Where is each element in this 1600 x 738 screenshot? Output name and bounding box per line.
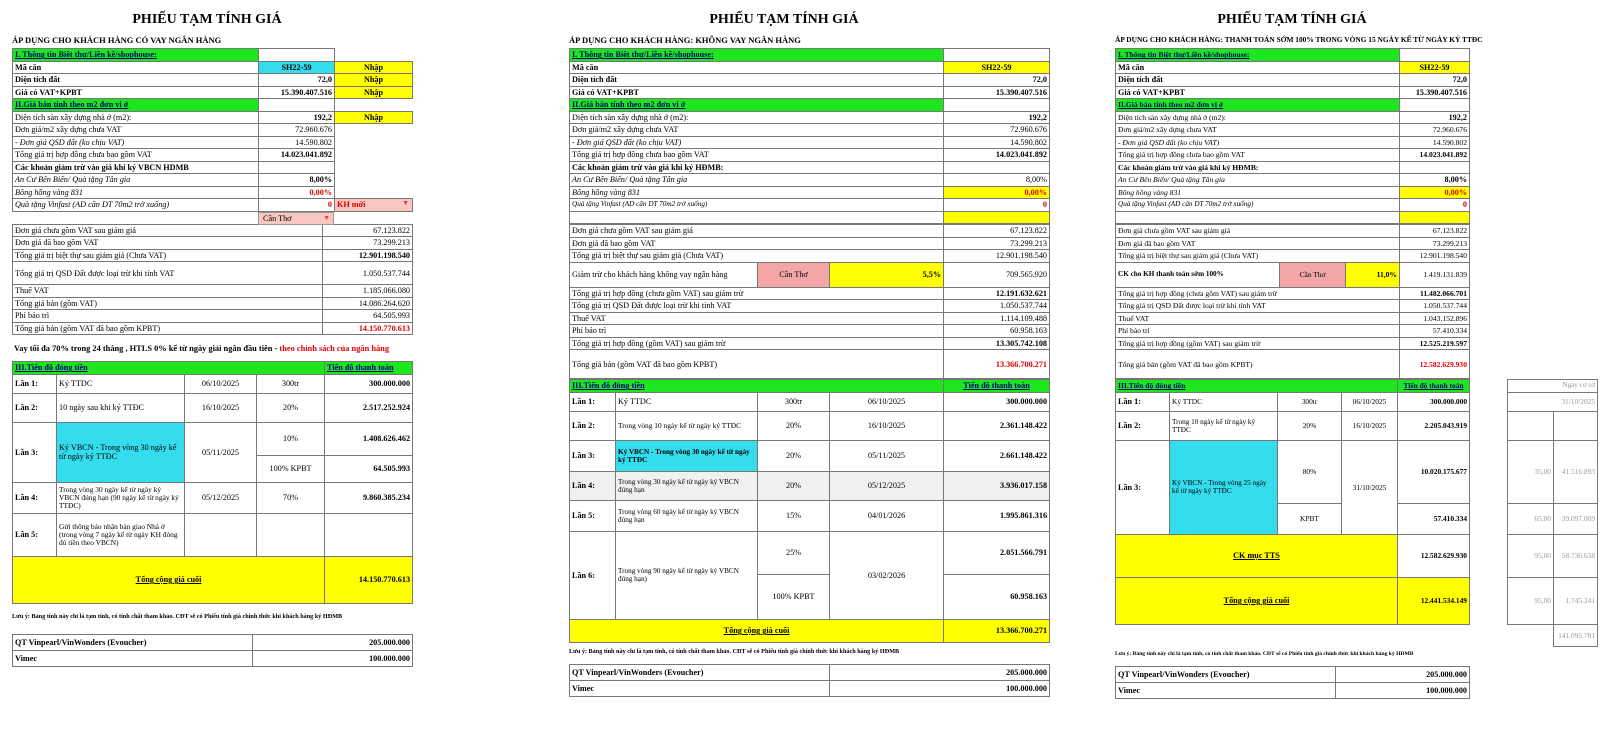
extra-value: 100.000.000 — [830, 680, 1050, 696]
lan-label: Lần 2: — [570, 411, 616, 440]
lan-amount: 300.000.000 — [944, 392, 1050, 411]
kh-moi-dropdown[interactable] — [335, 199, 413, 212]
lan-date: 05/12/2025 — [185, 482, 257, 513]
section-1-header: I. Thông tin Biệt thự/Liền kề/shophouse: — [1116, 49, 1400, 62]
row-label: An Cư Bên Biển/ Quà tặng Tân gia — [13, 174, 259, 187]
extra-label: Vimec — [1116, 683, 1336, 699]
row-value: 8,00% — [1400, 174, 1470, 187]
discount-location[interactable]: Cần Thơ — [758, 262, 830, 287]
days-value: 41.516.893 — [1554, 440, 1598, 503]
ck-muc-value: 12.582.629.930 — [1398, 534, 1470, 577]
row-label: Đơn giá/m2 xây dựng chưa VAT — [1116, 124, 1400, 137]
lan-label: Lần 3: — [570, 440, 616, 471]
lan-date: 16/10/2025 — [185, 393, 257, 422]
section-2-header: II.Giá bán tính theo m2 đơn vị ở — [13, 99, 259, 112]
row-value: 67.123.822 — [1400, 225, 1470, 238]
row-label: Phí bảo trì — [13, 310, 323, 323]
ck-muc-text: CK mục TTS — [1233, 551, 1280, 560]
section-3-header: III.Tiến độ đóng tiền — [1116, 380, 1398, 393]
gia-label: Giá có VAT+KPBT — [13, 86, 259, 99]
lan-pct: 300tr — [257, 374, 325, 393]
row-label: Tổng giá trị hợp đồng (chưa gồm VAT) sau giảm trừ — [1116, 287, 1400, 300]
row-value: 64.505.993 — [323, 310, 413, 323]
sheet-subtitle: ÁP DỤNG CHO KHÁCH HÀNG: THANH TOÁN SỚM 100% TRONG VÒNG 15 NGÀY KỂ TỪ NGÀY KÝ TTĐC — [1115, 35, 1483, 44]
location-dropdown[interactable] — [258, 212, 334, 225]
row-label: Quà tặng Vinfast (AD căn DT 70m2 trở xuống) — [13, 199, 259, 212]
info-table — [12, 48, 413, 212]
row-value: 73.299.213 — [944, 237, 1050, 250]
price-table — [12, 224, 413, 336]
row-label: Tổng giá trị hợp đồng (gồm VAT) sau giảm trừ — [1116, 337, 1400, 350]
row-value: 12.901.198.540 — [1400, 250, 1470, 263]
chevron-down-icon: ▼ — [323, 213, 330, 222]
row-label: Thuế VAT — [1116, 312, 1400, 325]
row-label: Đơn giá chưa gồm VAT sau giảm giá — [570, 225, 944, 238]
lan-amount: 2.517.252.924 — [325, 393, 413, 422]
row-value: 73.299.213 — [1400, 237, 1470, 250]
row-label: Tổng giá trị hợp đồng chưa bao gồm VAT — [1116, 149, 1400, 162]
section-2-header: II.Giá bán tính theo m2 đơn vị ở — [1116, 99, 1400, 112]
extra-label: Vimec — [13, 650, 253, 666]
lan-desc: Trong vòng 90 ngày kể từ ngày ký VBCN đúng hạn) — [616, 531, 758, 619]
ma-can-label: Mã căn — [1116, 61, 1400, 74]
row-label: Diện tích sàn xây dựng nhà ở (m2): — [13, 111, 259, 124]
extra-label: QT Vinpearl/VinWonders (Evoucher) — [13, 634, 253, 650]
row-label: Các khoản giảm trừ vào giá khi ký HĐMB: — [1116, 161, 1400, 174]
lan-pct: 300tr — [1278, 392, 1342, 411]
discount-label: CK cho KH thanh toán sớm 100% — [1116, 262, 1280, 287]
total-value: 12.441.534.149 — [1398, 577, 1470, 624]
dien-tich-label: Diện tích đất — [1116, 74, 1400, 87]
discount-value: 709.565.920 — [944, 262, 1050, 287]
row-label: Thuế VAT — [13, 285, 323, 298]
lan-amount: 2.051.566.791 — [944, 531, 1050, 574]
row-label: Phí bảo trì — [570, 325, 944, 338]
lan-pct: 100% KPBT — [257, 455, 325, 482]
row-label: Bông hồng vàng 831 — [13, 186, 259, 199]
row-value: 72.960.676 — [944, 124, 1050, 137]
lan-pct: 20% — [758, 471, 830, 500]
lan-desc: Ký VBCN - Trong vòng 25 ngày kể từ ngày ký TTĐC — [1170, 440, 1278, 534]
total-label-text: Tổng cộng giá cuối — [135, 575, 202, 584]
row-value: 1.050.537.744 — [1400, 300, 1470, 313]
lan-desc: Trong 10 ngày kể từ ngày ký TTĐC — [1170, 411, 1278, 440]
nhap-button[interactable]: Nhập — [335, 61, 413, 74]
row-label: Quà tặng Vinfast (AD căn DT 70m2 trở xuống) — [570, 199, 944, 212]
row-value: 14.023.041.892 — [259, 149, 335, 162]
row-value: 14.023.041.892 — [944, 149, 1050, 162]
extras-table — [1115, 666, 1470, 699]
lan-date: 04/01/2026 — [830, 500, 944, 531]
row-value: 72.960.676 — [1400, 124, 1470, 137]
extra-value: 100.000.000 — [1336, 683, 1470, 699]
lan-pct: 10% — [257, 422, 325, 455]
row-value: 1.185.066.080 — [323, 285, 413, 298]
row-value: 14.590.802 — [259, 136, 335, 149]
base-date-header: Ngày cơ sở — [1508, 380, 1598, 393]
lan-label: Lần 1: — [13, 374, 57, 393]
lan-pct: 20% — [257, 393, 325, 422]
total-label — [13, 556, 325, 603]
lan-desc: Trong vòng 30 ngày kể từ ngày ký VBCN đúng hạn (90 ngày kể từ ngày ký TTĐC) — [57, 482, 185, 513]
row-value[interactable]: 0,00% — [259, 186, 335, 199]
lan-desc: Trong vòng 30 ngày kể từ ngày ký VBCN đúng hạn — [616, 471, 758, 500]
row-value[interactable]: 192,2 — [259, 111, 335, 124]
row-value: 1.114.109.488 — [944, 312, 1050, 325]
days-value: 39.097.009 — [1554, 503, 1598, 534]
section-2-header: II.Giá bán tính theo m2 đơn vị ở — [570, 99, 944, 112]
row-label: Đơn giá/m2 xây dựng chưa VAT — [570, 124, 944, 137]
row-label: Đơn giá đã bao gồm VAT — [13, 237, 323, 250]
row-label: Diện tích sàn xây dựng nhà ở (m2): — [570, 111, 944, 124]
row-label: An Cư Bên Biển/ Quà tặng Tân gia — [1116, 174, 1400, 187]
note: Lưu ý: Bảng tính này chỉ là tạm tính, có tính chất tham khảo. CĐT sẽ có Phiếu tính giá chính thức khi khách hàng ký HĐMB — [12, 612, 343, 620]
row-label: Tổng giá trị biệt thự sau giảm giá (Chưa VAT) — [1116, 250, 1400, 263]
section-3-header: III.Tiến độ đóng tiền — [570, 380, 944, 393]
lan-desc: Ký TTDC — [1170, 392, 1278, 411]
schedule-header: Tiến độ thanh toán — [325, 362, 413, 375]
nhap-button[interactable]: Nhập — [335, 74, 413, 87]
lan-amount: 2.361.148.422 — [944, 411, 1050, 440]
section-1-header: I. Thông tin Biệt thự/Liền kề/shophouse: — [13, 49, 259, 62]
row-value: 192,2 — [944, 111, 1050, 124]
lan-label: Lần 1: — [1116, 392, 1170, 411]
lan-date: 05/11/2025 — [830, 440, 944, 471]
row-value: 12.191.632.621 — [944, 287, 1050, 300]
dien-tich-label: Diện tích đất — [13, 74, 259, 87]
row-label: Đơn giá đã bao gồm VAT — [570, 237, 944, 250]
loan-policy: theo chính sách của ngân hàng — [279, 343, 390, 353]
chevron-down-icon: ▼ — [402, 199, 409, 207]
lan-pct: 300tr — [758, 392, 830, 411]
lan-date: 16/10/2025 — [830, 411, 944, 440]
schedule-table — [1115, 379, 1598, 647]
row-value[interactable]: 0,00% — [944, 186, 1050, 199]
row-label: Thuế VAT — [570, 312, 944, 325]
row-value: 73.299.213 — [323, 237, 413, 250]
lan-pct: 80% — [1278, 440, 1342, 503]
extra-label: QT Vinpearl/VinWonders (Evoucher) — [570, 664, 830, 680]
gia-value: 15.390.407.516 — [944, 86, 1050, 99]
row-value[interactable]: 0 — [259, 199, 335, 212]
row-value: 12.901.198.540 — [323, 249, 413, 262]
sheet-bank-loan — [12, 0, 412, 667]
row-label: Tổng giá trị QSD Đất được loại trừ khi tính VAT — [570, 300, 944, 313]
location-label: Cần Thơ — [263, 213, 292, 223]
sheet-early-payment — [1115, 0, 1597, 699]
row-value: 14.023.041.892 — [1400, 149, 1470, 162]
discount-value: 1.419.131.839 — [1400, 262, 1470, 287]
row-value: 72.960.676 — [259, 124, 335, 137]
lan-date: 06/10/2025 — [830, 392, 944, 411]
total-value: 14.150.770.613 — [325, 556, 413, 603]
total-label-text: Tổng cộng giá cuối — [1223, 596, 1290, 605]
lan-label: Lần 2: — [1116, 411, 1170, 440]
gia-value[interactable]: 15.390.407.516 — [259, 86, 335, 99]
section-3-header: III.Tiến độ đóng tiền — [13, 362, 325, 375]
row-label: Tổng giá trị hợp đồng chưa bao gồm VAT — [13, 149, 259, 162]
row-value: 57.410.334 — [1400, 325, 1470, 338]
row-value: 13.366.700.271 — [944, 350, 1050, 379]
price-table — [1115, 224, 1470, 379]
lan-desc: Ký TTDC — [616, 392, 758, 411]
lan-amount: 9.860.385.234 — [325, 482, 413, 513]
dien-tich-label: Diện tích đất — [570, 74, 944, 87]
row-label: Các khoản giảm trừ vào giá khi ký VBCN HDMB — [13, 161, 259, 174]
kh-moi-label: KH mới — [337, 200, 366, 210]
lan-label: Lần 3: — [1116, 440, 1170, 534]
lan-desc: 10 ngày sau khi ký TTĐC — [57, 393, 185, 422]
row-label: Tổng giá trị hợp đồng (chưa gồm VAT) sau giảm trừ — [570, 287, 944, 300]
lan-date: 31/10/2025 — [1342, 440, 1398, 534]
row-value: 1.050.537.744 — [944, 300, 1050, 313]
row-value: 67.123.822 — [944, 225, 1050, 238]
extra-label: QT Vinpearl/VinWonders (Evoucher) — [1116, 667, 1336, 683]
row-label: Đơn giá đã bao gồm VAT — [1116, 237, 1400, 250]
row-label: An Cư Bên Biển/ Quà tặng Tân gia — [570, 174, 944, 187]
lan-amount: 2.205.043.919 — [1398, 411, 1470, 440]
lan-amount: 10.020.175.677 — [1398, 440, 1470, 503]
lan-label: Lần 2: — [13, 393, 57, 422]
extra-value: 100.000.000 — [253, 650, 413, 666]
lan-pct: 70% — [257, 482, 325, 513]
loan-note — [12, 335, 412, 361]
row-label: Quà tặng Vinfast (AD căn DT 70m2 trở xuống) — [1116, 199, 1400, 212]
sheet-title: PHIẾU TẠM TÍNH GIÁ — [132, 12, 282, 27]
lan-amount: 300.000.000 — [1398, 392, 1470, 411]
sheet-subtitle: ÁP DỤNG CHO KHÁCH HÀNG CÓ VAY NGÂN HÀNG — [12, 35, 222, 45]
nhap-button[interactable]: Nhập — [335, 111, 413, 124]
extra-value: 205.000.000 — [253, 634, 413, 650]
schedule-header: Tiến độ thanh toán — [1398, 380, 1470, 393]
row-value: 14.150.770.613 — [323, 322, 413, 335]
lan-label: Lần 4: — [13, 482, 57, 513]
ma-can-label: Mã căn — [13, 61, 259, 74]
total-label-text: Tổng cộng giá cuối — [723, 626, 790, 635]
row-value: 13.305.742.108 — [944, 337, 1050, 350]
extras-table — [12, 634, 413, 667]
extra-value: 205.000.000 — [830, 664, 1050, 680]
extra-label: Vimec — [570, 680, 830, 696]
row-label: Bông hồng vàng 831 — [1116, 186, 1400, 199]
row-value: 1.043.152.896 — [1400, 312, 1470, 325]
gia-label: Giá có VAT+KPBT — [570, 86, 944, 99]
lan-date: 05/11/2025 — [185, 422, 257, 482]
row-value: 12.525.219.597 — [1400, 337, 1470, 350]
base-date: 31/10/2025 — [1508, 392, 1598, 411]
extras-table — [569, 664, 1057, 697]
row-label: Đơn giá/m2 xây dựng chưa VAT — [13, 124, 259, 137]
lan-pct: 25% — [758, 531, 830, 574]
dien-tich-value: 72,0 — [1400, 74, 1470, 87]
lan-desc: Ký VBCN - Trong vòng 30 ngày kể từ ngày ký TTĐC — [616, 440, 758, 471]
ck-muc-label — [1116, 534, 1398, 577]
row-label: Phí bảo trì — [1116, 325, 1400, 338]
row-value: 192,2 — [1400, 111, 1470, 124]
discount-pct[interactable]: 5,5% — [830, 262, 944, 287]
row-label: Tổng giá bán (gồm VAT) — [13, 297, 323, 310]
lan-amount: 300.000.000 — [325, 374, 413, 393]
gia-value: 15.390.407.516 — [1400, 86, 1470, 99]
price-table — [569, 224, 1050, 379]
row-label: Tổng giá trị biệt thự sau giảm giá (Chưa VAT) — [13, 249, 323, 262]
lan-desc: Trong vòng 60 ngày kể từ ngày ký VBCN đúng hạn — [616, 500, 758, 531]
lan-label: Lần 1: — [570, 392, 616, 411]
days: 65,00 — [1508, 503, 1554, 534]
row-label: Tổng giá trị hợp đồng chưa bao gồm VAT — [570, 149, 944, 162]
total-value: 13.366.700.271 — [944, 619, 1050, 642]
lan-date: 06/10/2025 — [1342, 392, 1398, 411]
days: 35,00 — [1508, 440, 1554, 503]
row-label: Tổng giá bán (gồm VAT đã bao gồm KPBT) — [570, 350, 944, 379]
lan-pct: 20% — [758, 440, 830, 471]
lan-label: Lần 3: — [13, 422, 57, 482]
row-label: Các khoản giảm trừ vào giá khi ký HĐMB: — [570, 161, 944, 174]
section-1-header: I. Thông tin Biệt thự/Liền kề/shophouse: — [570, 49, 944, 62]
info-table — [569, 48, 1057, 224]
lan-label: Lần 5: — [570, 500, 616, 531]
nhap-button[interactable]: Nhập — [335, 86, 413, 99]
ma-can-input[interactable]: SH22-59 — [259, 61, 335, 74]
lan-desc: Ký VBCN - Trong vòng 30 ngày kể từ ngày ký TTĐC — [57, 422, 185, 482]
row-label: Tổng giá bán (gồm VAT đã bao gồm KPBT) — [13, 322, 323, 335]
row-value: 14.590.802 — [1400, 136, 1470, 149]
row-value: 67.123.822 — [323, 224, 413, 237]
lan-pct: KPBT — [1278, 503, 1342, 534]
ma-can-input[interactable]: SH22-59 — [944, 61, 1050, 74]
sheet-no-loan — [569, 0, 1056, 697]
lan-desc: Trong vòng 10 ngày kể từ ngày ký TTĐC — [616, 411, 758, 440]
row-label: - Đơn giá QSD đất (ko chịu VAT) — [13, 136, 259, 149]
row-value: 60.958.163 — [944, 325, 1050, 338]
lan-label: Lần 5: — [13, 513, 57, 556]
discount-location[interactable]: Cần Thơ — [1280, 262, 1346, 287]
lan-desc: Ký TTDC — [57, 374, 185, 393]
lan-amount: 1.995.861.316 — [944, 500, 1050, 531]
row-label: Đơn giá chưa gồm VAT sau giảm giá — [1116, 225, 1400, 238]
row-value: 8,00% — [944, 174, 1050, 187]
schedule-table — [569, 379, 1050, 643]
lan-pct: 20% — [758, 411, 830, 440]
days: 95,00 — [1508, 577, 1554, 624]
row-value: 0 — [944, 199, 1050, 212]
schedule-table — [12, 361, 413, 604]
days-value: 1.745.241 — [1554, 577, 1598, 624]
row-label: Tổng giá trị biệt thự sau giảm giá (Chưa VAT) — [570, 250, 944, 263]
dien-tich-value: 72,0 — [944, 74, 1050, 87]
row-label: - Đơn giá QSD đất (ko chịu VAT) — [1116, 136, 1400, 149]
lan-date: 03/02/2026 — [830, 531, 944, 619]
row-value: 11.482.066.701 — [1400, 287, 1470, 300]
ma-can-input[interactable]: SH22-59 — [1400, 61, 1470, 74]
row-value[interactable]: 0,00% — [1400, 186, 1470, 199]
schedule-header: Tiến độ thanh toán — [944, 380, 1050, 393]
lan-date: 06/10/2025 — [185, 374, 257, 393]
lan-date: 16/10/2025 — [1342, 411, 1398, 440]
row-value: 1.050.537.744 — [323, 262, 413, 285]
lan-pct: 15% — [758, 500, 830, 531]
lan-pct: 20% — [1278, 411, 1342, 440]
row-value: 14.086.264.620 — [323, 297, 413, 310]
row-label: Diện tích sàn xây dựng nhà ở (m2): — [1116, 111, 1400, 124]
lan-amount: 64.505.993 — [325, 455, 413, 482]
sheet-subtitle: ÁP DỤNG CHO KHÁCH HÀNG: KHÔNG VAY NGÂN HÀNG — [569, 35, 801, 45]
lan-amount: 3.936.017.158 — [944, 471, 1050, 500]
ma-can-label: Mã căn — [570, 61, 944, 74]
note: Lưu ý: Bảng tính này chỉ là tạm tính, có tính chất tham khảo. CĐT sẽ có Phiếu tính giá chính thức khi khách hàng ký HĐMB — [1115, 651, 1414, 657]
row-label: Tổng giá bán (gồm VAT đã bao gồm KPBT) — [1116, 350, 1400, 379]
lan-desc: Gửi thông báo nhận bàn giao Nhà ở (trong vòng 7 ngày kể từ ngày KH đóng đủ tiền theo VBCN) — [57, 513, 185, 556]
sheet-title: PHIẾU TẠM TÍNH GIÁ — [709, 12, 859, 27]
lan-amount: 60.958.163 — [944, 574, 1050, 619]
lan-amount: 57.410.334 — [1398, 503, 1470, 534]
row-value[interactable]: 8,00% — [259, 174, 335, 187]
row-label: Tổng giá trị QSD Đất được loại trừ khi tính VAT — [13, 262, 323, 285]
total-label — [570, 619, 944, 642]
days-value: 58.736.638 — [1554, 534, 1598, 577]
row-value: 12.901.198.540 — [944, 250, 1050, 263]
days: 95,00 — [1508, 534, 1554, 577]
lan-pct: 100% KPBT — [758, 574, 830, 619]
row-value: 14.590.802 — [944, 136, 1050, 149]
row-label: - Đơn giá QSD đất (ko chịu VAT) — [570, 136, 944, 149]
grand-extra: 141.095.781 — [1554, 624, 1598, 647]
info-table — [1115, 48, 1470, 224]
extra-value: 205.000.000 — [1336, 667, 1470, 683]
lan-label: Lần 4: — [570, 471, 616, 500]
total-label — [1116, 577, 1398, 624]
sheet-title: PHIẾU TẠM TÍNH GIÁ — [1217, 12, 1367, 27]
row-value: 12.582.629.930 — [1400, 350, 1470, 379]
row-value: 0 — [1400, 199, 1470, 212]
dien-tich-value[interactable]: 72,0 — [259, 74, 335, 87]
row-label: Đơn giá chưa gồm VAT sau giảm giá — [13, 224, 323, 237]
discount-pct[interactable]: 11,0% — [1346, 262, 1400, 287]
loan-text: Vay tối đa 70% trong 24 tháng , HTLS 0% kể từ ngày giải ngân đầu tiên - — [14, 343, 280, 353]
note: Lưu ý: Bảng tính này chỉ là tạm tính, có tính chất tham khảo. CĐT sẽ có Phiếu tính giá chính thức khi khách hàng ký HĐMB — [569, 647, 900, 655]
lan-date: 05/12/2025 — [830, 471, 944, 500]
row-label: Tổng giá trị QSD Đất được loại trừ khi tính VAT — [1116, 300, 1400, 313]
discount-label: Giảm trừ cho khách hàng không vay ngân hàng — [570, 262, 758, 287]
lan-amount: 1.408.626.462 — [325, 422, 413, 455]
row-label: Tổng giá trị hợp đồng (gồm VAT) sau giảm trừ — [570, 337, 944, 350]
lan-amount: 2.661.148.422 — [944, 440, 1050, 471]
row-label: Bông hồng vàng 831 — [570, 186, 944, 199]
gia-label: Giá có VAT+KPBT — [1116, 86, 1400, 99]
lan-label: Lần 6: — [570, 531, 616, 619]
